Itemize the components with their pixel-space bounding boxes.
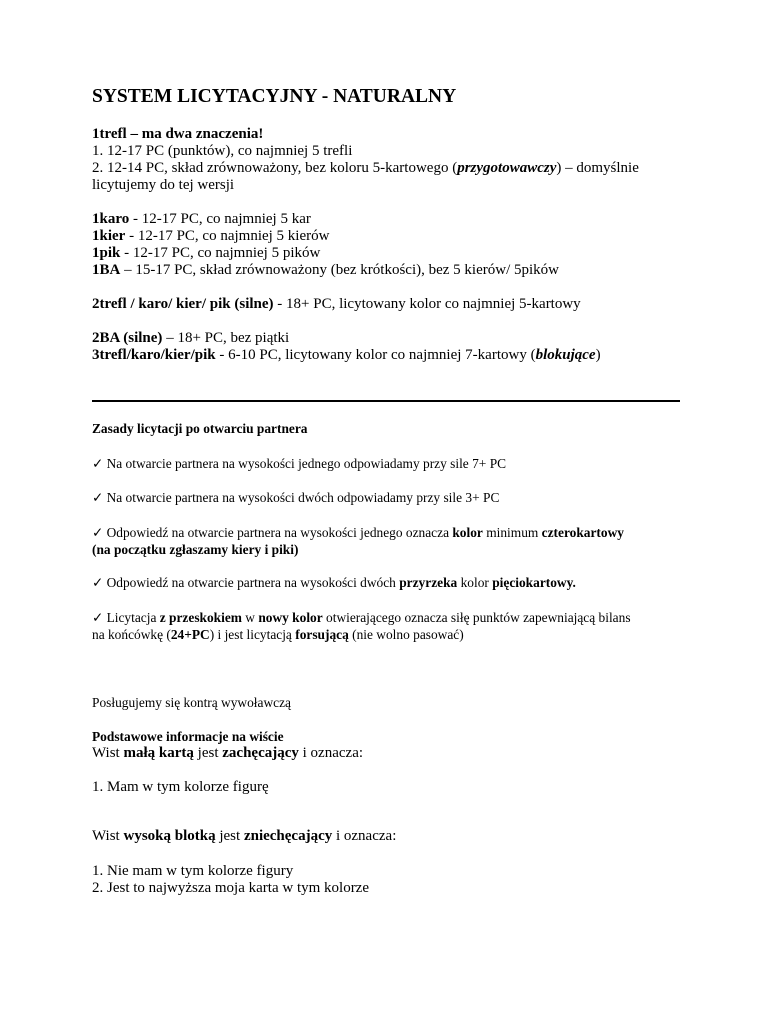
three-end: ) xyxy=(595,347,601,363)
response-5-bold-1: z przeskokiem xyxy=(159,610,242,625)
high-card-bold-2: zniechęcający xyxy=(243,828,333,844)
two-strong-text: - 18+ PC, licytowany kolor co najmniej 5-kartowy xyxy=(273,296,581,312)
response-1-text: Na otwarcie partnera na wysokości jednego odpowiadamy przy sile 7+ PC xyxy=(103,456,507,471)
high-card-text: Wist xyxy=(92,828,124,844)
trefl-item-1: 1. 12-17 PC (punktów), co najmniej 5 trefli xyxy=(92,143,353,159)
high-card-bold-1: wysoką blotką xyxy=(123,828,216,844)
response-5-text: Licytacja xyxy=(103,610,160,625)
two-strong-line xyxy=(92,296,581,313)
two-strong-bid: 2trefl / karo/ kier/ pik (silne) xyxy=(92,296,274,312)
response-5-bold-4: forsującą xyxy=(295,627,349,642)
low-card-line xyxy=(92,745,363,762)
check-icon: ✓ xyxy=(92,456,104,471)
response-4 xyxy=(92,574,576,591)
response-4-bold-1: przyrzeka xyxy=(399,575,458,590)
response-3-continued: (na początku zgłaszamy kiery i piki) xyxy=(92,542,299,557)
pik-text: - 12-17 PC, co najmniej 5 pików xyxy=(120,245,321,261)
three-text: - 6-10 PC, licytowany kolor co najmniej 7-kartowy ( xyxy=(215,347,536,363)
check-icon: ✓ xyxy=(92,490,104,505)
trefl-item-2-text: 2. 12-14 PC, skład zrównoważony, bez koloru 5-kartowego ( xyxy=(92,160,458,176)
ba-line xyxy=(92,262,559,279)
high-card-text-2: jest xyxy=(215,828,244,844)
response-5-text-6: (nie wolno pasować) xyxy=(348,627,464,642)
response-3-text-2: minimum xyxy=(482,525,542,540)
response-5-text-2: w xyxy=(241,610,259,625)
karo-line xyxy=(92,211,311,228)
two-ba-text: – 18+ PC, bez piątki xyxy=(162,330,290,346)
check-icon: ✓ xyxy=(92,575,104,590)
karo-bid: 1karo xyxy=(92,211,130,227)
low-card-text-2: jest xyxy=(193,745,223,761)
trefl-item-2-continued: licytujemy do tej wersji xyxy=(92,177,235,193)
trefl-item-2-emphasis: przygotowawczy xyxy=(457,160,557,176)
pik-bid: 1pik xyxy=(92,245,121,261)
ba-bid: 1BA xyxy=(92,262,121,278)
response-3-text: Odpowiedź na otwarcie partnera na wysokości jednego oznacza xyxy=(103,525,453,540)
trefl-item-2 xyxy=(92,160,639,177)
kier-bid: 1kier xyxy=(92,228,126,244)
response-4-text: Odpowiedź na otwarcie partnera na wysokości dwóch xyxy=(103,575,400,590)
low-card-item-1: 1. Mam w tym kolorze figurę xyxy=(92,779,269,795)
response-3-bold-2: czterokartowy xyxy=(541,525,624,540)
kier-line xyxy=(92,228,329,245)
response-2 xyxy=(92,489,499,506)
trefl-heading: 1trefl – ma dwa znaczenia! xyxy=(92,126,264,142)
response-5-text-5: ) i jest licytacją xyxy=(209,627,296,642)
double-note: Posługujemy się kontrą wywoławczą xyxy=(92,695,291,710)
response-4-bold-2: pięciokartowy. xyxy=(492,575,576,590)
low-card-bold-1: małą kartą xyxy=(123,745,194,761)
response-5 xyxy=(92,609,631,626)
response-5-continued xyxy=(92,626,464,643)
low-card-bold-2: zachęcający xyxy=(222,745,299,761)
response-5-text-4: na końcówkę ( xyxy=(92,627,171,642)
response-5-bold-2: nowy kolor xyxy=(258,610,323,625)
response-3-bold-1: kolor xyxy=(452,525,483,540)
response-2-text: Na otwarcie partnera na wysokości dwóch odpowiadamy przy sile 3+ PC xyxy=(103,490,500,505)
kier-text: - 12-17 PC, co najmniej 5 kierów xyxy=(125,228,330,244)
response-5-text-3: otwierającego oznacza siłę punktów zapewniającą bilans xyxy=(322,610,631,625)
high-card-item-2: 2. Jest to najwyższa moja karta w tym kolorze xyxy=(92,880,370,896)
high-card-line xyxy=(92,828,396,845)
low-card-text-3: i oznacza: xyxy=(298,745,364,761)
two-ba-bid: 2BA (silne) xyxy=(92,330,163,346)
pik-line xyxy=(92,245,320,262)
high-card-text-3: i oznacza: xyxy=(332,828,397,844)
ba-text: – 15-17 PC, skład zrównoważony (bez krótkości), bez 5 kierów/ 5pików xyxy=(120,262,559,278)
response-3 xyxy=(92,524,624,541)
high-card-item-1: 1. Nie mam w tym kolorze figury xyxy=(92,863,294,879)
three-emphasis: blokujące xyxy=(535,347,596,363)
karo-text: - 12-17 PC, co najmniej 5 kar xyxy=(129,211,311,227)
check-icon: ✓ xyxy=(92,525,104,540)
three-line xyxy=(92,347,601,364)
check-icon: ✓ xyxy=(92,610,104,625)
signals-heading: Podstawowe informacje na wiście xyxy=(92,729,284,744)
low-card-text: Wist xyxy=(92,745,124,761)
response-5-bold-3: 24+PC xyxy=(170,627,210,642)
response-4-text-2: kolor xyxy=(457,575,493,590)
two-ba-line xyxy=(92,330,289,347)
section-divider xyxy=(92,400,680,402)
three-bid: 3trefl/karo/kier/pik xyxy=(92,347,216,363)
response-1 xyxy=(92,455,506,472)
responses-heading: Zasady licytacji po otwarciu partnera xyxy=(92,421,308,436)
trefl-item-2-tail: ) – domyślnie xyxy=(556,160,639,176)
document-title: SYSTEM LICYTACYJNY - NATURALNY xyxy=(92,86,457,107)
